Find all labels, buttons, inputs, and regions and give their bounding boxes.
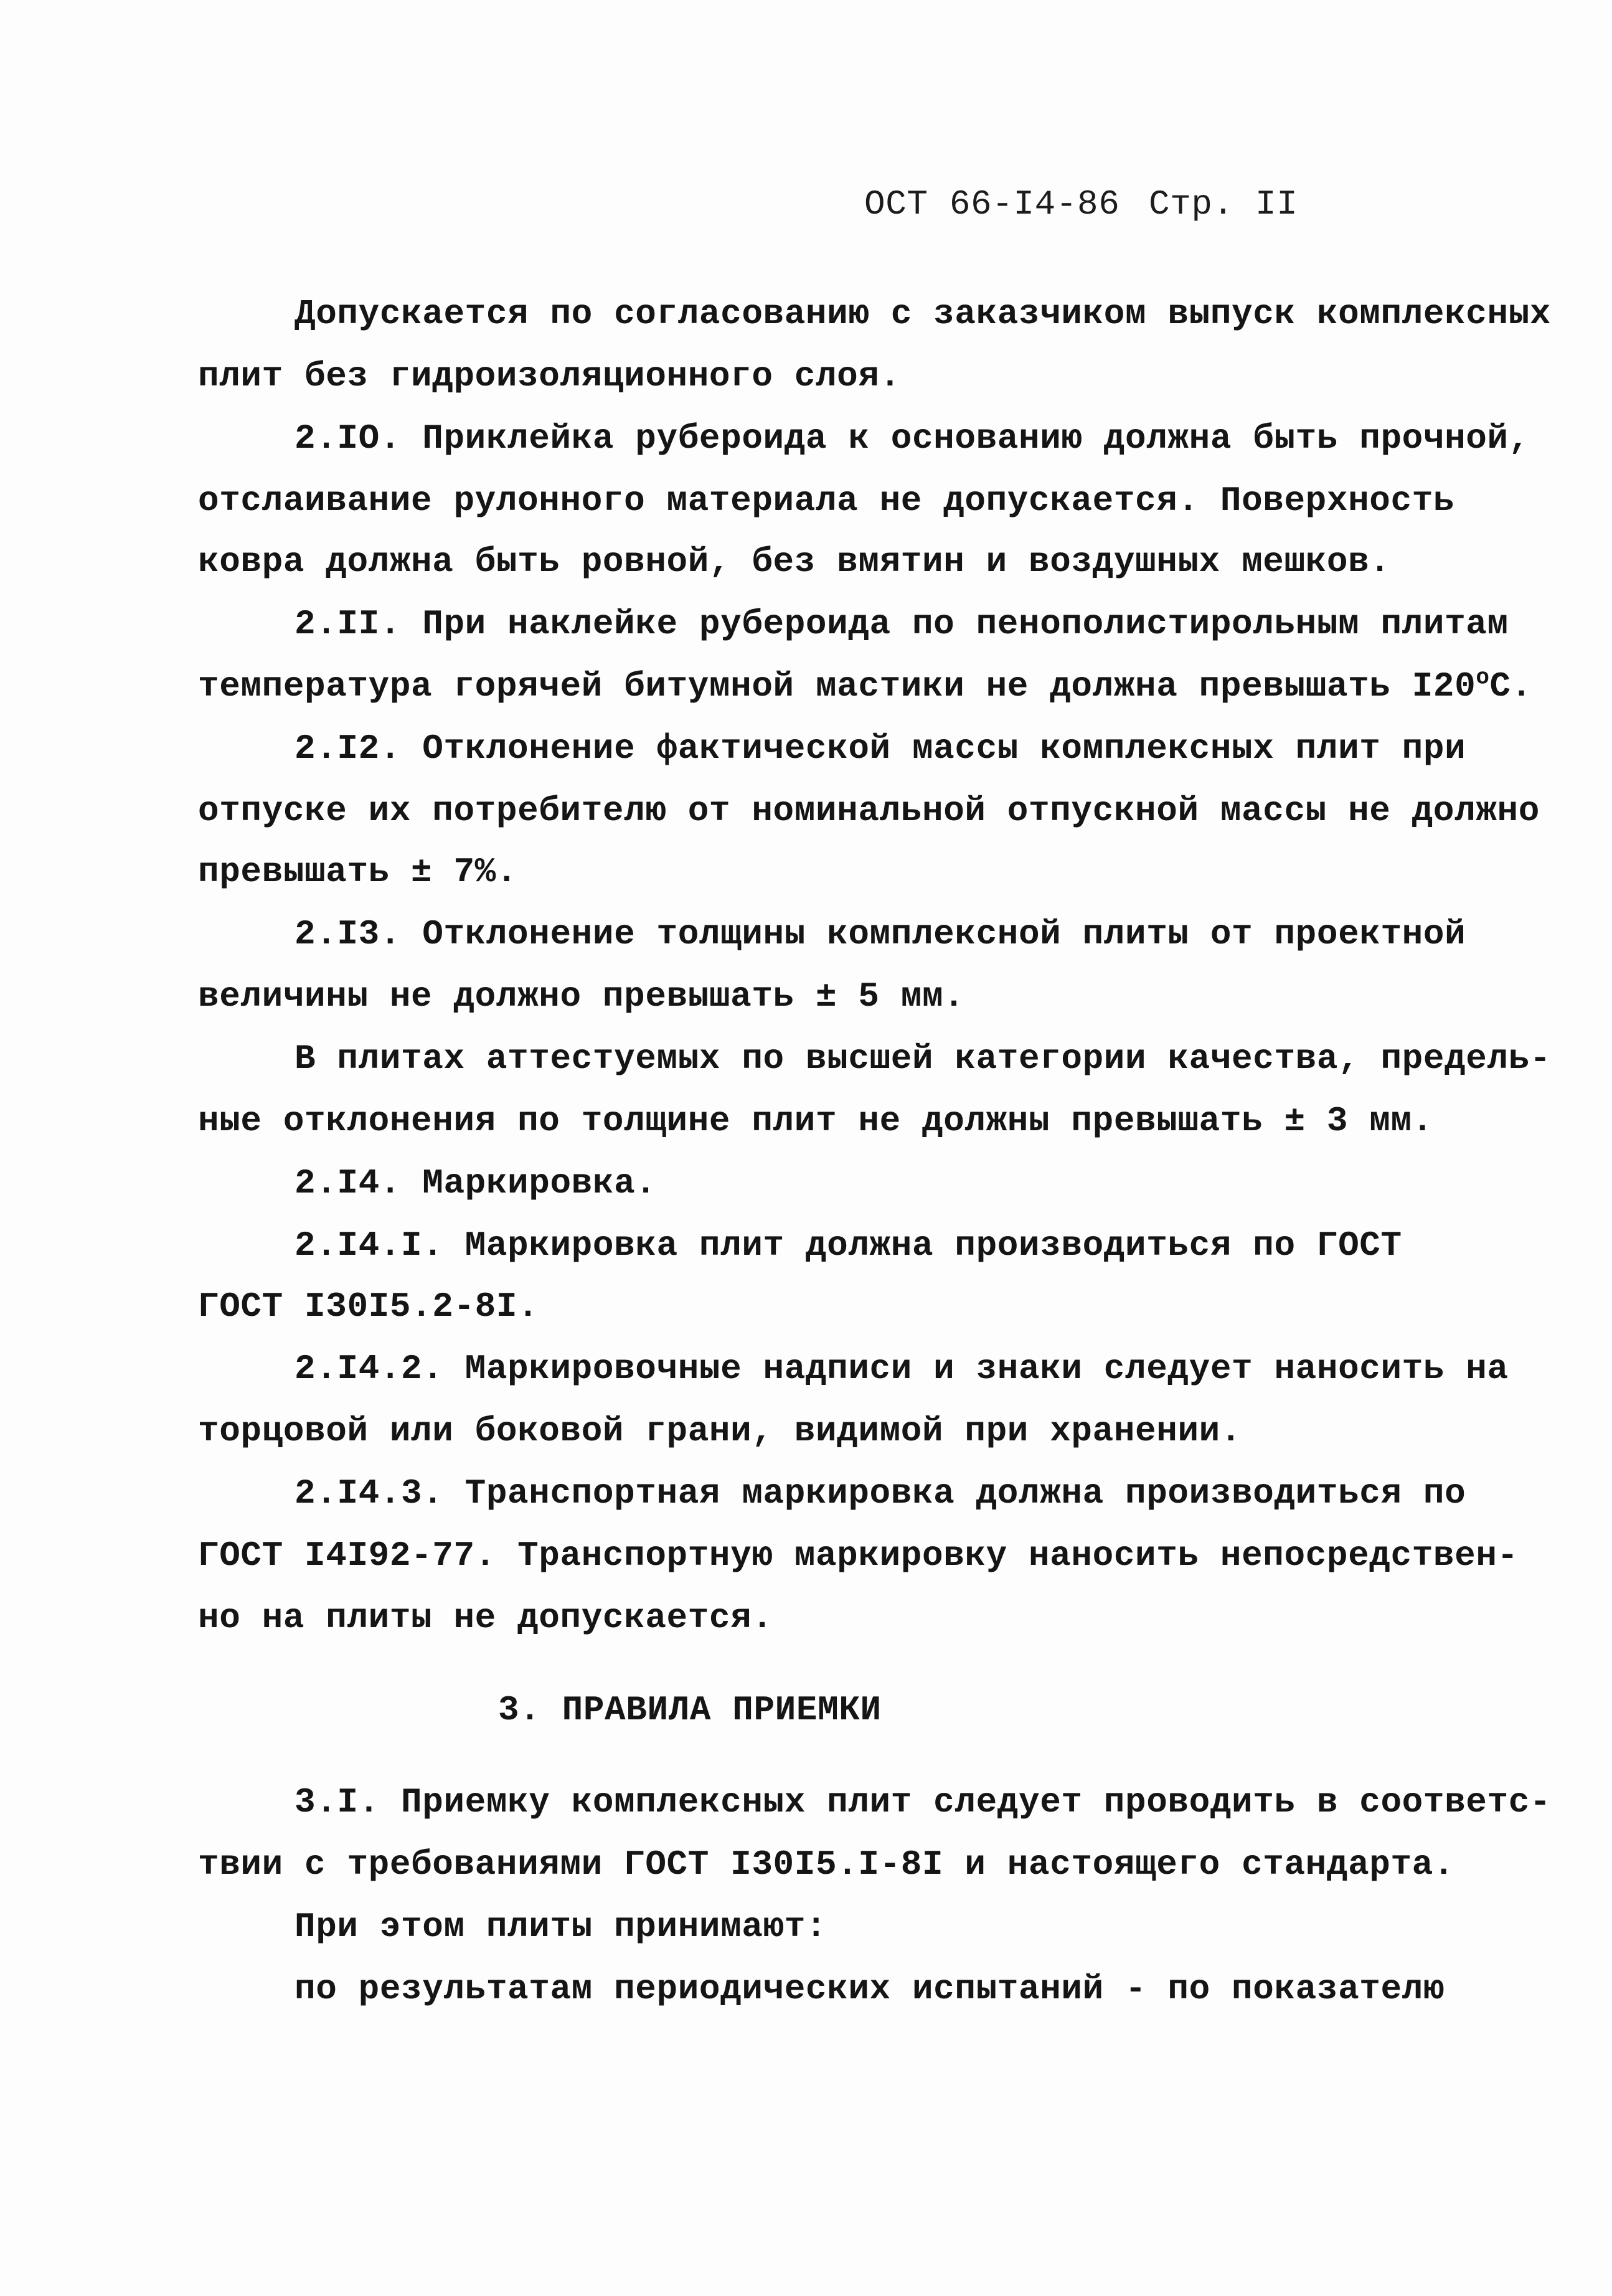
text-line: ГОСТ I30I5.2-8I. bbox=[198, 1287, 539, 1326]
text-line: температура горячей битумной мастики не должна превышать І20 bbox=[198, 666, 1476, 706]
temperature-unit: С. bbox=[1489, 666, 1532, 706]
text-line: ковра должна быть ровной, без вмятин и воздушных мешков. bbox=[198, 542, 1391, 582]
text-line: При этом плиты принимают: bbox=[295, 1907, 827, 1947]
text-line: величины не должно превышать ± 5 мм. bbox=[198, 976, 965, 1016]
text-line: превышать ± 7%. bbox=[198, 852, 518, 892]
text-line: 2.I3. Отклонение толщины комплексной плиты от проектной bbox=[295, 914, 1466, 954]
text-line: В плитах аттестуемых по высшей категории качества, предель- bbox=[295, 1039, 1552, 1079]
text-line: 2.I4. Маркировка. bbox=[295, 1163, 657, 1203]
text-line: плит без гидроизоляционного слоя. bbox=[198, 356, 901, 396]
text-line: ные отклонения по толщине плит не должны превышать ± 3 мм. bbox=[198, 1101, 1433, 1141]
text-line: отслаивание рулонного материала не допускается. Поверхность bbox=[198, 481, 1455, 521]
text-line: по результатам периодических испытаний - по показателю bbox=[295, 1969, 1445, 2009]
degree-sign: о bbox=[1476, 664, 1490, 691]
text-line: Допускается по согласованию с заказчиком выпуск комплексных bbox=[295, 294, 1552, 334]
text-line: 3.I. Приемку комплексных плит следует проводить в соответс- bbox=[295, 1782, 1552, 1822]
text-line: 2.I4.2. Маркировочные надписи и знаки следует наносить на bbox=[295, 1349, 1509, 1389]
text-line: твии с требованиями ГОСТ I30I5.I-8I и настоящего стандарта. bbox=[198, 1845, 1455, 1884]
text-line: 2.I2. Отклонение фактической массы комплексных плит при bbox=[295, 729, 1466, 768]
text-line: 2.IO. Приклейка рубероида к основанию должна быть прочной, bbox=[295, 418, 1530, 458]
text-line-with-temperature bbox=[198, 665, 1532, 707]
page-number: Стр. II bbox=[1149, 184, 1298, 224]
text-line: ГОСТ I4I92-77. Транспортную маркировку наносить непосредствен- bbox=[198, 1536, 1519, 1576]
standard-code: ОСТ 66-І4-86 bbox=[864, 184, 1120, 224]
text-line: отпуске их потребителю от номинальной отпускной массы не должно bbox=[198, 791, 1540, 831]
section-heading: 3. ПРАВИЛА ПРИЕМКИ bbox=[498, 1690, 882, 1730]
text-line: но на плиты не допускается. bbox=[198, 1598, 773, 1638]
text-line: 2.II. При наклейке рубероида по пенополистирольным плитам bbox=[295, 604, 1509, 644]
text-line: 2.I4.3. Транспортная маркировка должна производиться по bbox=[295, 1473, 1466, 1513]
text-line: 2.I4.I. Маркировка плит должна производиться по ГОСТ bbox=[295, 1226, 1402, 1265]
text-line: торцовой или боковой грани, видимой при хранении. bbox=[198, 1411, 1242, 1451]
